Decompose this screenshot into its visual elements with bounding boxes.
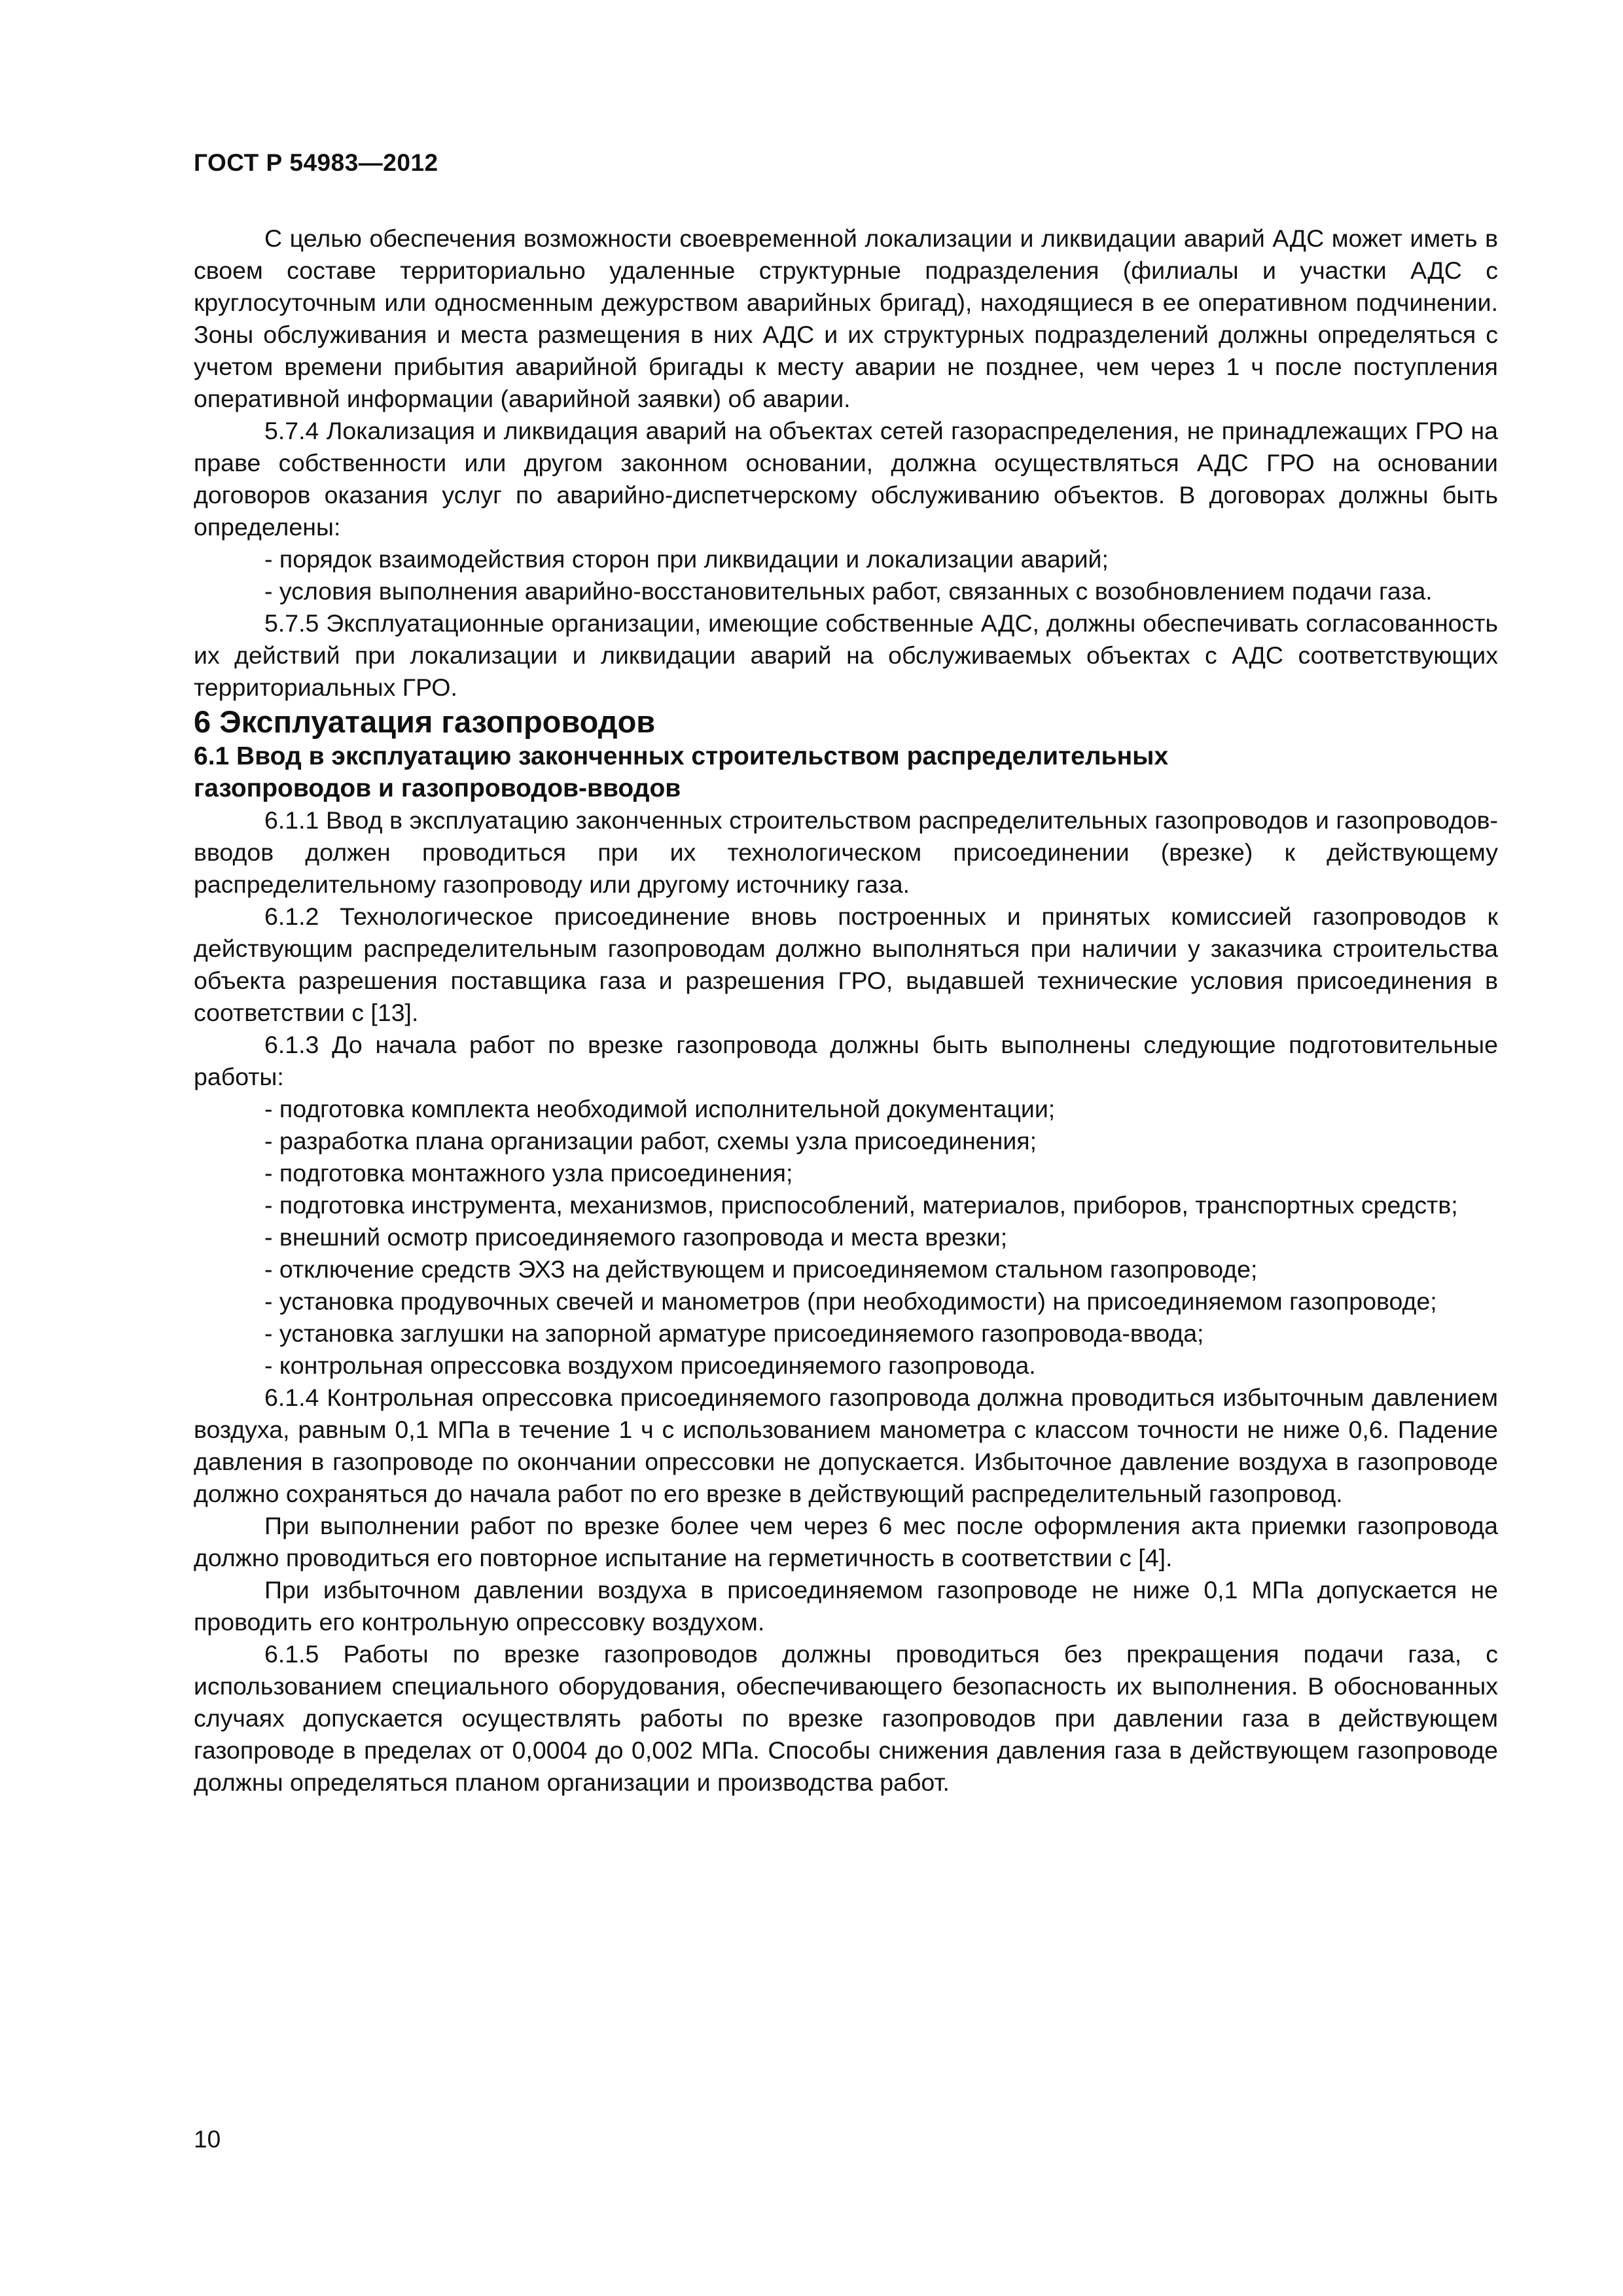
list-item: - подготовка инструмента, механизмов, приспособлений, материалов, приборов, транспортных средств; bbox=[264, 1191, 1458, 1219]
list-item: - установка продувочных свечей и манометров (при необходимости) на присоединяемом газопроводе; bbox=[264, 1287, 1437, 1315]
list-item: - разработка плана организации работ, схемы узла присоединения; bbox=[264, 1127, 1037, 1155]
paragraph: При выполнении работ по врезке более чем через 6 мес после оформления акта приемки газопровода должно проводиться его повторное испытание на герметичность в соответствии с [4]. bbox=[194, 1512, 1498, 1571]
paragraph: 6.1.4 Контрольная опрессовка присоединяемого газопровода должна проводиться избыточным давлением воздуха, равным 0,1 МПа в течение 1 ч с использованием манометра с классом точности не ниже 0,6. Падение давления в газопроводе по окончании опрессовки не допускается. Избыточное давление воздуха в газопроводе должно сохраняться до начала работ по его врезке в действующий распределительный газопровод. bbox=[194, 1384, 1498, 1507]
document-header: ГОСТ Р 54983—2012 bbox=[194, 149, 438, 176]
list-item: - внешний осмотр присоединяемого газопровода и места врезки; bbox=[264, 1223, 1008, 1251]
list-item: - подготовка монтажного узла присоединения; bbox=[264, 1159, 793, 1187]
subsection-title: 6.1 Ввод в эксплуатацию законченных строительством распределительных газопроводов и газопроводов-вводов bbox=[194, 742, 1169, 802]
paragraph: С целью обеспечения возможности своевременной локализации и ликвидации аварий АДС может иметь в своем составе территориально удаленные структурные подразделения (филиалы и участки АДС с круглосуточным или односменным дежурством аварийных бригад), находящиеся в ее оперативном подчинении. Зоны обслуживания и места размещения в них АДС и их структурных подразделений должны определяться с учетом времени прибытия аварийной бригады к месту аварии не позднее, чем через 1 ч после поступления оперативной информации (аварийной заявки) об аварии. bbox=[194, 224, 1498, 412]
paragraph: 6.1.1 Ввод в эксплуатацию законченных строительством распределительных газопроводов и газопроводов-вводов должен проводиться при их технологическом присоединении (врезке) к действующему распределительному газопроводу или другому источнику газа. bbox=[194, 806, 1498, 898]
list-item: - установка заглушки на запорной арматуре присоединяемого газопровода-ввода; bbox=[264, 1319, 1204, 1347]
page-number: 10 bbox=[194, 2126, 221, 2153]
list-item: - условия выполнения аварийно-восстановительных работ, связанных с возобновлением подачи газа. bbox=[264, 577, 1433, 605]
list-item: - контрольная опрессовка воздухом присоединяемого газопровода. bbox=[264, 1352, 1036, 1379]
paragraph: 6.1.2 Технологическое присоединение вновь построенных и принятых комиссией газопроводов к действующим распределительным газопроводам должно выполняться при наличии у заказчика строительства объекта разрешения поставщика газа и разрешения ГРО, выдавшей технические условия присоединения в соответствии с [13]. bbox=[194, 903, 1498, 1026]
list-item: - подготовка комплекта необходимой исполнительной документации; bbox=[264, 1095, 1056, 1122]
paragraph: 6.1.5 Работы по врезке газопроводов должны проводиться без прекращения подачи газа, с использованием специального оборудования, обеспечивающего безопасность их выполнения. В обоснованных случаях допускается осуществлять работы по врезке газопроводов при давлении газа в действующем газопроводе в пределах от 0,0004 до 0,002 МПа. Способы снижения давления газа в действующем газопроводе должны определяться планом организации и производства работ. bbox=[194, 1640, 1498, 1796]
paragraph: 5.7.5 Эксплуатационные организации, имеющие собственные АДС, должны обеспечивать согласованность их действий при локализации и ликвидации аварий на обслуживаемых объектах с АДС соответствующих территориальных ГРО. bbox=[194, 609, 1498, 701]
paragraph: 5.7.4 Локализация и ликвидация аварий на объектах сетей газораспределения, не принадлежащих ГРО на праве собственности или другом законном основании, должна осуществляться АДС ГРО на основании договоров оказания услуг по аварийно-диспетчерскому обслуживанию объектов. В договорах должны быть определены: bbox=[194, 417, 1498, 541]
list-item: - отключение средств ЭХЗ на действующем и присоединяемом стальном газопроводе; bbox=[264, 1255, 1258, 1283]
paragraph: 6.1.3 До начала работ по врезке газопровода должны быть выполнены следующие подготовительные работы: bbox=[194, 1031, 1498, 1090]
list-item: - порядок взаимодействия сторон при ликвидации и локализации аварий; bbox=[264, 545, 1109, 573]
section-title: 6 Эксплуатация газопроводов bbox=[194, 704, 656, 739]
paragraph: При избыточном давлении воздуха в присоединяемом газопроводе не ниже 0,1 МПа допускается не проводить его контрольную опрессовку воздухом. bbox=[194, 1576, 1498, 1636]
document-body bbox=[194, 223, 1498, 1799]
